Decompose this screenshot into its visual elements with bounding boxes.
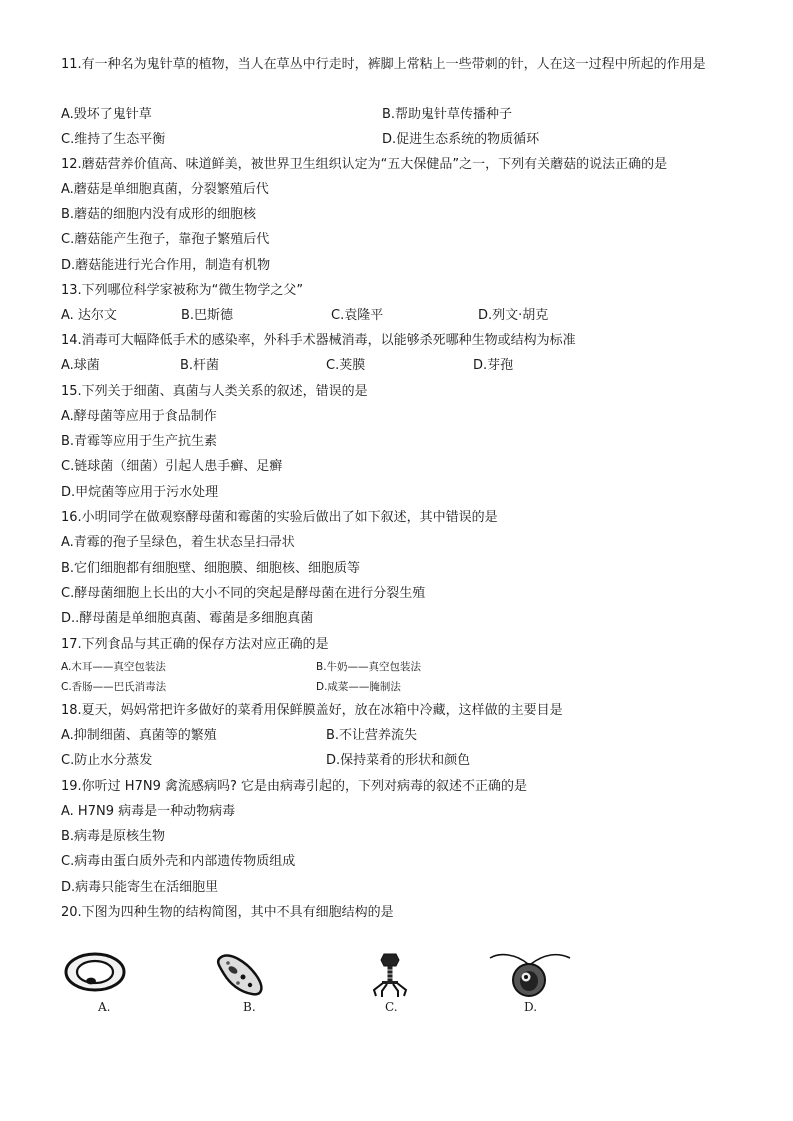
question-12-stem: 12.蘑菇营养价值高、味道鲜美，被世界卫生组织认定为“五大保健品”之一，下列有关蘑菇的说法正确的是 xyxy=(61,157,668,172)
question-14-option-a: A.球菌 xyxy=(61,358,100,373)
question-19-option-c: C.病毒由蛋白质外壳和内部遗传物质组成 xyxy=(61,854,296,869)
question-12-option-c: C.蘑菇能产生孢子，靠孢子繁殖后代 xyxy=(61,232,270,247)
question-12-option-d: D.蘑菇能进行光合作用，制造有机物 xyxy=(61,258,271,273)
figure-label-d: D. xyxy=(524,1000,538,1014)
question-16-stem: 16.小明同学在做观察酵母菌和霉菌的实验后做出了如下叙述，其中错误的是 xyxy=(61,510,498,525)
question-15-option-a: A.酵母菌等应用于食品制作 xyxy=(61,409,217,424)
question-18-option-a: A.抑制细菌、真菌等的繁殖 xyxy=(61,728,217,743)
question-14-option-b: B.杆菌 xyxy=(180,358,220,373)
figure-label-c: C. xyxy=(385,1000,398,1014)
question-17-option-d: D.咸菜——腌制法 xyxy=(316,681,401,693)
question-12-option-b: B.蘑菇的细胞内没有成形的细胞核 xyxy=(61,207,257,222)
question-18-stem: 18.夏天，妈妈常把许多做好的菜肴用保鲜膜盖好，放在冰箱中冷藏，这样做的主要目是 xyxy=(61,703,563,718)
question-15-option-b: B.青霉等应用于生产抗生素 xyxy=(61,434,218,449)
bacteriophage-icon xyxy=(366,950,456,1020)
question-12-option-a: A.蘑菇是单细胞真菌，分裂繁殖后代 xyxy=(61,182,269,197)
question-20-stem: 20.下图为四种生物的结构简图，其中不具有细胞结构的是 xyxy=(61,905,394,920)
question-18-option-d: D.保持菜肴的形状和颜色 xyxy=(326,753,471,768)
question-13-stem: 13.下列哪位科学家被称为“微生物学之父” xyxy=(61,283,304,298)
question-11-option-c: C.维持了生态平衡 xyxy=(61,132,166,147)
question-13-option-c: C.袁隆平 xyxy=(331,308,384,323)
question-15-option-d: D.甲烷菌等应用于污水处理 xyxy=(61,485,219,500)
question-11-option-b: B.帮助鬼针草传播种子 xyxy=(382,107,513,122)
question-13-option-a: A. 达尔文 xyxy=(61,308,117,323)
question-11-stem: 11.有一种名为鬼针草的植物，当人在草丛中行走时，裤脚上常粘上一些带刺的针，人在这一过程中所起的作用是 xyxy=(61,57,706,72)
question-17-option-a: A.木耳——真空包装法 xyxy=(61,661,166,673)
question-19-option-a: A. H7N9 病毒是一种动物病毒 xyxy=(61,804,236,819)
question-14-option-d: D.芽孢 xyxy=(473,358,514,373)
question-19-option-d: D.病毒只能寄生在活细胞里 xyxy=(61,880,219,895)
question-17-option-b: B.牛奶——真空包装法 xyxy=(316,661,422,673)
question-18-option-b: B.不让营养流失 xyxy=(326,728,418,743)
question-19-option-b: B.病毒是原核生物 xyxy=(61,829,166,844)
question-16-option-a: A.青霉的孢子呈绿色，着生状态呈扫帚状 xyxy=(61,535,295,550)
question-14-stem: 14.消毒可大幅降低手术的感染率，外科手术器械消毒，以能够杀死哪种生物或结构为标准 xyxy=(61,333,576,348)
question-16-option-d: D..酵母菌是单细胞真菌、霉菌是多细胞真菌 xyxy=(61,611,314,626)
question-19-stem: 19.你听过 H7N9 禽流感病吗? 它是由病毒引起的，下列对病毒的叙述不正确的是 xyxy=(61,779,528,794)
question-14-option-c: C.荚膜 xyxy=(326,358,366,373)
question-13-option-b: B.巴斯德 xyxy=(181,308,234,323)
question-15-stem: 15.下列关于细菌、真菌与人类关系的叙述，错误的是 xyxy=(61,384,368,399)
question-17-option-c: C.香肠——巴氏消毒法 xyxy=(61,681,167,693)
question-17-stem: 17.下列食品与其正确的保存方法对应正确的是 xyxy=(61,637,329,652)
question-16-option-c: C.酵母菌细胞上长出的大小不同的突起是酵母菌在进行分裂生殖 xyxy=(61,586,426,601)
figure-label-a: A. xyxy=(98,1000,111,1014)
question-11-option-a: A.毁坏了鬼针草 xyxy=(61,107,152,122)
question-18-option-c: C.防止水分蒸发 xyxy=(61,753,153,768)
question-11-option-d: D.促进生态系统的物质循环 xyxy=(382,132,540,147)
question-15-option-c: C.链球菌（细菌）引起人患手癣、足癣 xyxy=(61,459,283,474)
question-16-option-b: B.它们细胞都有细胞壁、细胞膜、细胞核、细胞质等 xyxy=(61,561,361,576)
question-13-option-d: D.列文·胡克 xyxy=(478,308,549,323)
figure-label-b: B. xyxy=(243,1000,256,1014)
